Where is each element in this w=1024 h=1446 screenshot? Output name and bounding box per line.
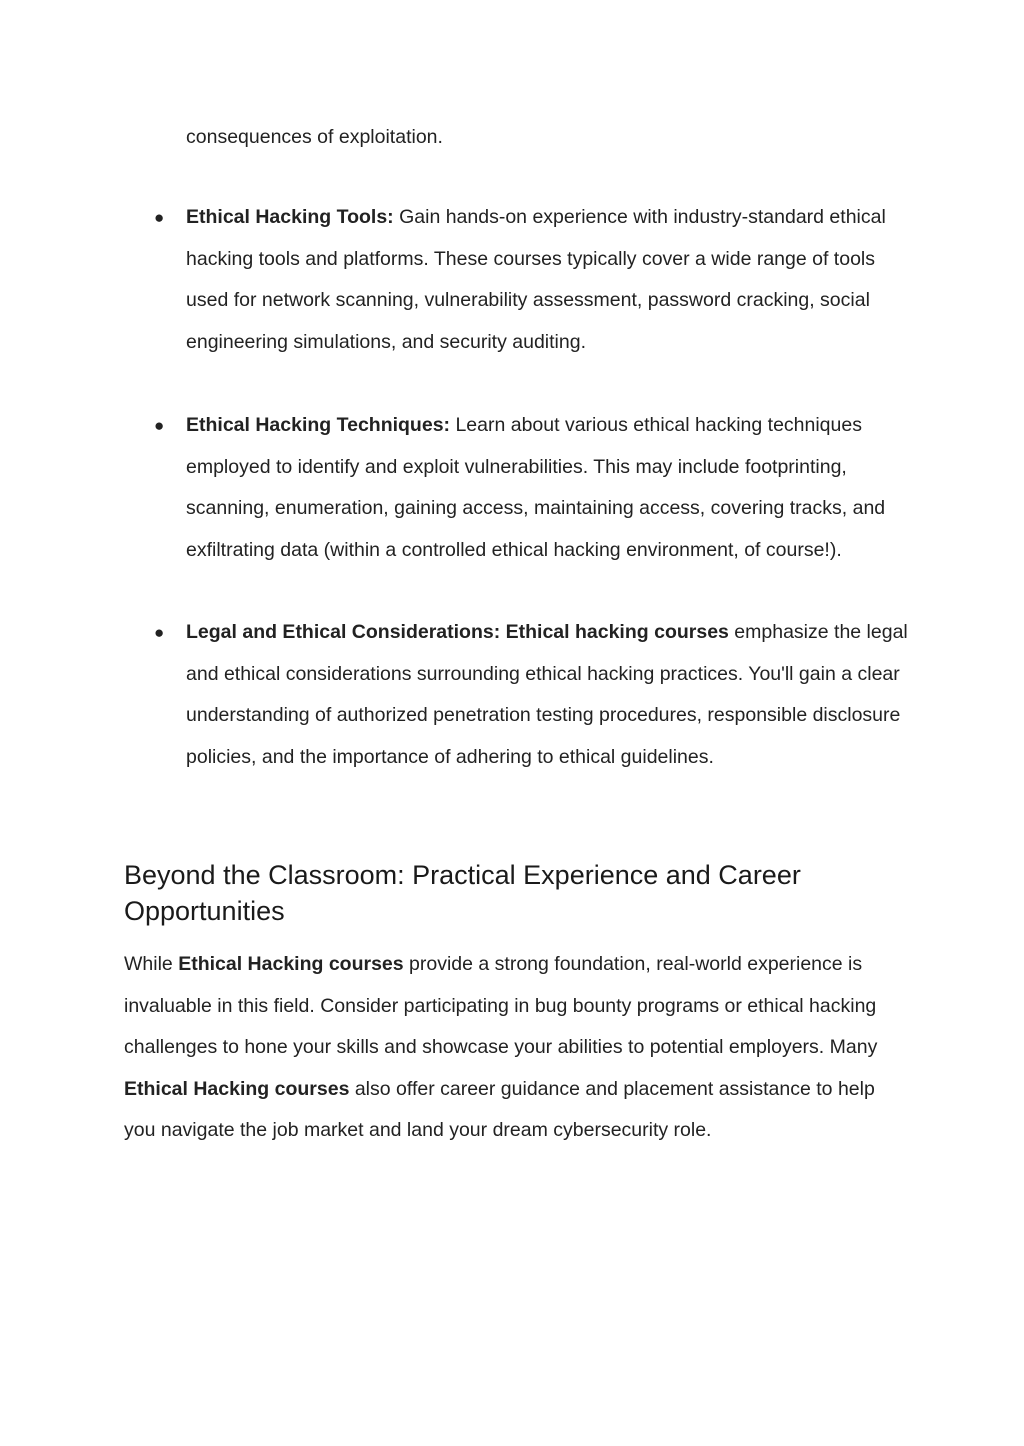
bullet-text <box>186 612 914 778</box>
section-heading: Beyond the Classroom: Practical Experience and Career Opportunities <box>124 860 801 926</box>
bullet-item-legal <box>154 612 914 778</box>
bullet-bold-label: Ethical Hacking Tools: <box>186 206 394 228</box>
bullet-body: Learn about various ethical hacking techniques employed to identify and exploit vulnerabilities. This may include footprinting, scanning, enumeration, gaining access, maintaining access, covering tracks, and exfiltrating data (within a controlled ethical hacking environment, of course!). <box>186 414 886 561</box>
bullet-text <box>186 405 914 571</box>
bullet-bold-label: Legal and Ethical Considerations: Ethical hacking courses <box>186 621 729 643</box>
bullet-list-tools <box>154 197 914 363</box>
bullet-icon: ● <box>154 623 165 642</box>
bullet-body: Gain hands-on experience with industry-standard ethical hacking tools and platforms. These courses typically cover a wide range of tools used for network scanning, vulnerability assessment, password cracking, social engineering simulations, and security auditing. <box>186 206 886 353</box>
paragraph-text: also offer career guidance and placement assistance to help you navigate the job market and land your dream cybersecurity role. <box>124 1077 875 1141</box>
section-paragraph <box>124 944 904 1152</box>
paragraph-text: While <box>124 953 179 975</box>
continuation-text: consequences of exploitation. <box>186 126 443 148</box>
paragraph-bold: Ethical Hacking courses <box>178 953 404 975</box>
bullet-list-techniques <box>154 405 914 571</box>
bullet-text <box>186 197 914 363</box>
paragraph-text: provide a strong foundation, real-world experience is invaluable in this field. Consider participating in bug bounty programs or ethical hacking challenges to hone your skills and showcase your abilities to potential employers. Many <box>124 953 878 1058</box>
paragraph-bold: Ethical Hacking courses <box>124 1077 350 1100</box>
bullet-item-techniques <box>154 405 914 571</box>
bullet-icon: ● <box>154 416 165 435</box>
bullet-list-legal <box>154 612 914 778</box>
bullet-icon: ● <box>154 208 165 227</box>
bullet-body: emphasize the legal and ethical considerations surrounding ethical hacking practices. You'll gain a clear understanding of authorized penetration testing procedures, responsible disclosure policies, and the importance of adhering to ethical guidelines. <box>186 621 908 768</box>
bullet-bold-label: Ethical Hacking Techniques: <box>186 414 451 436</box>
bullet-item-tools <box>154 197 914 363</box>
